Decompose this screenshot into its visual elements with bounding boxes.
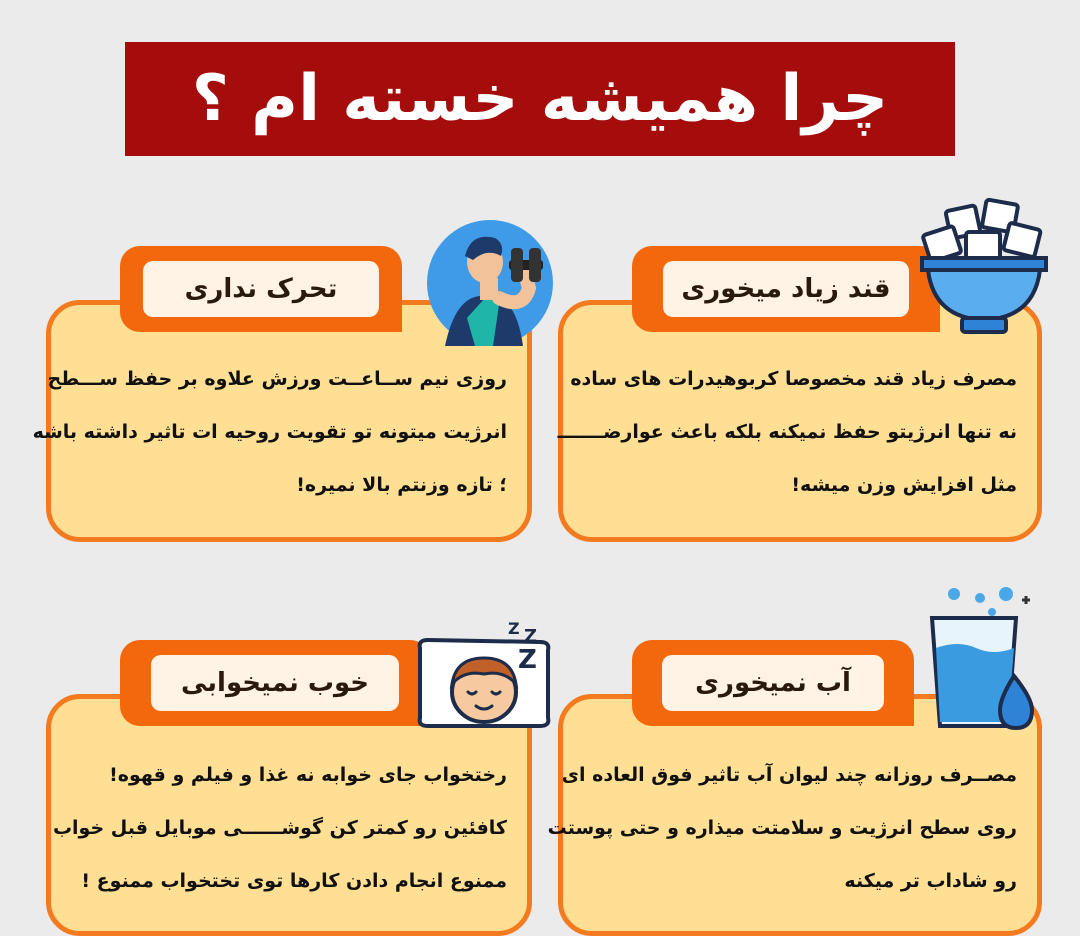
card-water-heading: آب نمیخوری (662, 655, 884, 711)
tab-movement (120, 246, 402, 332)
card-movement-text (32, 353, 507, 512)
sleep-z-large: Z (518, 645, 537, 675)
card-line: مثل افزایش وزن میشه! (791, 474, 1017, 496)
card-sleep (46, 694, 532, 936)
card-sleep-text (52, 749, 507, 908)
card-line: ممنوع انجام دادن کارها توی تختخواب ممنوع ! (81, 870, 507, 892)
card-line: مصرف زیاد قند مخصوصا کربوهیدرات های ساده (570, 368, 1017, 390)
card-line: کافئین رو کمتر کن گوشــــــی موبایل قبل خواب (52, 817, 507, 839)
tab-water (632, 640, 914, 726)
sleeping-face-icon (414, 618, 554, 730)
card-sleep-heading: خوب نمیخوابی (151, 655, 399, 711)
card-line: ؛ تازه وزنتم بالا نمیره! (296, 474, 507, 496)
card-line: انرژیت میتونه تو تقویت روحیه ات تاثیر داشته باشه (32, 421, 507, 443)
card-line: رختخواب جای خوابه نه غذا و فیلم و قهوه! (109, 764, 507, 786)
tab-sleep (120, 640, 430, 726)
page-title: چرا همیشه خسته ام ؟ (191, 62, 889, 136)
water-glass-icon (928, 586, 1040, 736)
card-line: روزی نیم ســاعــت ورزش علاوه بر حفظ ســـطح (47, 368, 507, 390)
card-sugar-text (557, 353, 1017, 512)
card-movement-heading: تحرک نداری (143, 261, 379, 317)
sugar-bowl-icon (918, 196, 1050, 336)
sleep-z-medium: Z (524, 626, 538, 647)
card-water-text (547, 749, 1017, 908)
title-banner (125, 42, 955, 156)
card-line: مصــرف روزانه چند لیوان آب تاثیر فوق العاده ای (561, 764, 1017, 786)
card-sugar-heading: قند زیاد میخوری (663, 261, 909, 317)
sleep-z-small: Z (508, 619, 520, 638)
card-line: نه تنها انرژیتو حفظ نمیکنه بلکه باعث عوارضـــــــ (557, 421, 1017, 443)
card-line: رو شاداب تر میکنه (844, 870, 1017, 892)
card-line: روی سطح انرژیت و سلامتت میذاره و حتی پوستت (547, 817, 1017, 839)
tab-sugar (632, 246, 940, 332)
dumbbell-man-icon (425, 218, 555, 348)
card-sugar (558, 300, 1042, 542)
